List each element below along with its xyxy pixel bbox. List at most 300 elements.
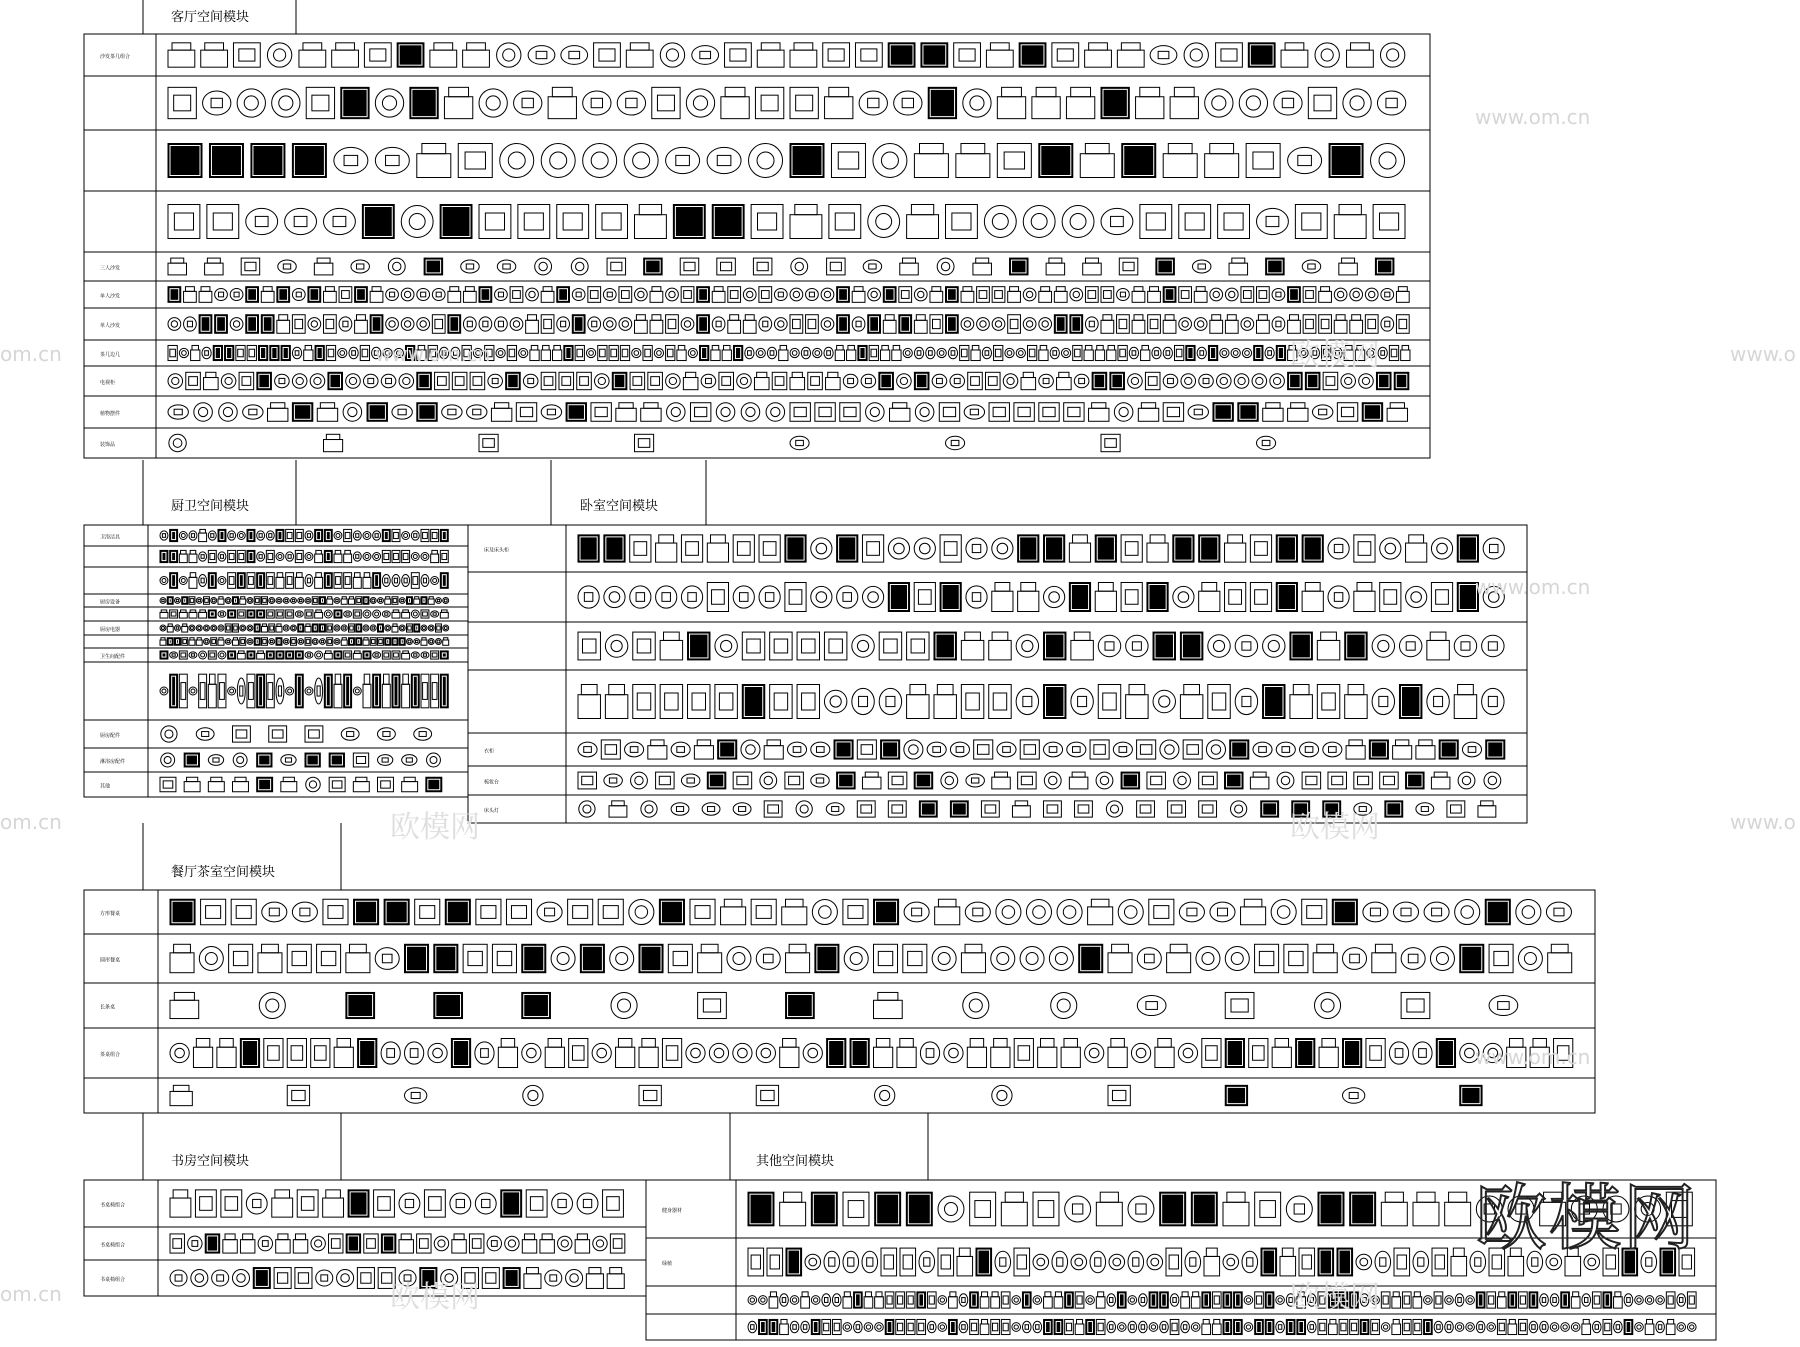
block-symbol	[996, 899, 1021, 924]
block-symbol	[1582, 1294, 1591, 1306]
block-symbol	[160, 610, 168, 618]
block-symbol	[728, 315, 741, 334]
block-symbol	[850, 1039, 869, 1068]
row-label: 健身器材	[662, 1208, 683, 1214]
block-symbol	[332, 43, 359, 67]
section-title-study: 书房空间模块	[171, 1154, 250, 1169]
block-symbol	[1194, 287, 1207, 303]
block-symbol	[1101, 208, 1133, 234]
block-symbol	[1022, 1321, 1031, 1333]
block-symbol	[274, 1268, 291, 1289]
block-symbol	[989, 403, 1009, 422]
block-symbol	[1039, 403, 1059, 422]
block-symbol	[1202, 1292, 1211, 1308]
block-symbol	[373, 610, 381, 618]
block-symbol	[660, 632, 682, 660]
block-symbol	[1225, 535, 1246, 562]
block-symbol	[914, 372, 929, 389]
block-symbol	[939, 403, 959, 422]
row-label: 书桌椅组合	[100, 1242, 126, 1249]
block-symbol	[1356, 1254, 1372, 1270]
block-symbol	[843, 1251, 859, 1272]
block-symbol	[215, 288, 228, 300]
block-symbol	[247, 550, 255, 562]
block-symbol	[701, 374, 716, 387]
block-symbol	[170, 992, 199, 1018]
block-symbol	[262, 638, 268, 646]
block-symbol	[510, 287, 523, 303]
block-symbol	[1054, 315, 1067, 334]
block-symbol	[421, 529, 429, 541]
block-symbol	[938, 1248, 954, 1276]
block-symbol	[1129, 347, 1138, 359]
block-symbol	[189, 597, 195, 605]
block-symbol	[1173, 535, 1194, 562]
block-symbol	[881, 740, 900, 759]
block-symbol	[1071, 1254, 1087, 1270]
block-symbol	[667, 403, 686, 422]
block-symbol	[312, 597, 318, 605]
block-symbol	[593, 1236, 607, 1250]
block-symbol	[1101, 287, 1114, 303]
block-symbol	[981, 801, 999, 817]
block-symbol	[1139, 1321, 1148, 1333]
block-symbol	[1163, 315, 1176, 334]
block-symbol	[440, 205, 472, 239]
block-symbol	[759, 586, 780, 608]
block-symbol	[184, 777, 200, 792]
block-symbol	[717, 258, 736, 275]
block-symbol	[1288, 315, 1301, 334]
block-symbol	[963, 992, 989, 1018]
block-symbol	[491, 403, 511, 422]
block-symbol	[741, 403, 760, 422]
block-symbol	[428, 345, 437, 360]
block-symbol	[378, 777, 394, 792]
block-symbol	[1223, 1192, 1249, 1226]
block-symbol	[212, 1270, 229, 1286]
block-symbol	[1571, 1292, 1580, 1308]
block-symbol	[1191, 1323, 1200, 1332]
block-symbol	[1334, 315, 1347, 334]
row-label: 单人沙发	[100, 293, 121, 300]
block-symbol	[772, 372, 787, 389]
block-symbol	[879, 372, 894, 389]
block-symbol	[168, 87, 196, 118]
block-symbol	[1121, 535, 1142, 562]
block-symbol	[349, 597, 355, 605]
block-symbol	[298, 598, 304, 604]
block-symbol	[1179, 287, 1192, 303]
block-symbol	[375, 89, 403, 117]
watermark-partial: www.o	[1730, 810, 1796, 834]
row-label: 卫生间配件	[100, 654, 126, 660]
block-symbol	[239, 372, 254, 389]
block-symbol	[405, 1042, 424, 1064]
block-symbol	[722, 345, 731, 360]
block-symbol	[862, 535, 883, 562]
block-symbol	[168, 258, 187, 275]
block-symbol	[1424, 1296, 1433, 1305]
block-symbol	[743, 288, 756, 301]
block-symbol	[961, 685, 983, 719]
block-symbol	[411, 553, 419, 561]
block-symbol	[208, 550, 216, 562]
block-symbol	[1614, 1292, 1623, 1308]
block-symbol	[1447, 801, 1465, 817]
block-symbol	[1380, 772, 1399, 789]
block-symbol	[1121, 583, 1142, 612]
block-symbol	[1149, 1323, 1158, 1332]
block-symbol	[1241, 899, 1266, 925]
block-symbol	[439, 347, 448, 359]
block-symbol	[1380, 43, 1404, 67]
block-symbol	[1225, 946, 1249, 970]
block-symbol	[1145, 372, 1160, 389]
block-symbol	[619, 287, 632, 303]
block-symbol	[630, 535, 651, 562]
block-symbol	[863, 260, 882, 273]
block-symbol	[690, 899, 715, 925]
block-symbol	[1061, 348, 1070, 357]
block-symbol	[510, 318, 523, 331]
block-symbol	[1546, 902, 1571, 922]
block-symbol	[386, 288, 399, 300]
block-symbol	[496, 348, 505, 357]
block-symbol	[476, 899, 501, 925]
block-symbol	[385, 597, 391, 605]
block-symbol	[381, 374, 396, 387]
block-symbol	[650, 287, 663, 303]
block-symbol	[1128, 1251, 1144, 1272]
block-symbol	[1119, 258, 1138, 275]
block-symbol	[1085, 43, 1112, 67]
block-symbol	[1454, 635, 1476, 656]
block-symbol	[276, 529, 284, 541]
block-symbol	[843, 374, 858, 387]
block-symbol	[382, 674, 390, 708]
block-symbol	[1561, 1323, 1570, 1332]
block-symbol	[541, 345, 550, 360]
block-symbol	[904, 902, 929, 922]
block-symbol	[1310, 347, 1319, 359]
block-symbol	[811, 1319, 820, 1334]
block-symbol	[399, 1270, 416, 1286]
block-symbol	[635, 288, 648, 301]
block-symbol	[577, 1193, 598, 1214]
block-symbol	[930, 287, 943, 303]
block-symbol	[339, 317, 352, 331]
watermark-site: www.om.cn	[1475, 575, 1591, 599]
block-symbol	[1239, 89, 1267, 117]
block-symbol	[1090, 740, 1109, 759]
block-symbol	[461, 260, 480, 273]
block-symbol	[399, 638, 405, 646]
block-symbol	[1184, 43, 1208, 67]
section-frame-living	[84, 34, 1430, 458]
block-symbol	[305, 531, 313, 540]
row-label: 单人沙发	[100, 323, 121, 329]
block-symbol	[1360, 1319, 1369, 1334]
block-symbol	[247, 573, 255, 589]
block-symbol	[1039, 318, 1052, 331]
block-symbol	[745, 347, 754, 359]
block-symbol	[688, 632, 710, 660]
block-symbol	[186, 372, 201, 389]
block-symbol	[756, 1085, 778, 1105]
row-label: 书桌椅组合	[100, 1202, 126, 1209]
block-symbol	[1066, 87, 1094, 118]
block-symbol	[1554, 1039, 1573, 1068]
block-symbol	[888, 583, 909, 612]
block-symbol	[1020, 946, 1044, 970]
block-symbol	[1476, 1292, 1485, 1308]
block-symbol	[980, 1292, 989, 1308]
block-symbol	[386, 318, 399, 331]
block-symbol	[639, 944, 663, 972]
block-symbol	[495, 317, 508, 331]
block-symbol	[1365, 315, 1378, 334]
block-symbol	[1140, 205, 1172, 239]
block-symbol	[211, 625, 217, 631]
block-symbol	[168, 287, 181, 303]
block-symbol	[240, 625, 246, 631]
block-symbol	[868, 206, 900, 238]
block-symbol	[1255, 1319, 1264, 1334]
block-symbol	[170, 899, 195, 925]
block-symbol	[1012, 1323, 1021, 1332]
block-symbol	[633, 632, 655, 660]
block-symbol	[1113, 742, 1132, 757]
block-symbol	[805, 1254, 821, 1270]
block-symbol	[1153, 632, 1175, 660]
block-symbol	[753, 258, 772, 275]
block-symbol	[858, 345, 867, 360]
block-symbol	[666, 345, 675, 360]
block-symbol	[320, 597, 326, 605]
block-symbol	[514, 91, 542, 115]
block-symbol	[343, 403, 362, 422]
block-symbol	[1265, 1292, 1274, 1308]
block-symbol	[725, 43, 752, 67]
block-symbol	[927, 1321, 936, 1333]
block-symbol	[970, 1319, 979, 1334]
block-symbol	[1334, 205, 1366, 239]
block-symbol	[1001, 1192, 1027, 1226]
block-symbol	[681, 535, 702, 562]
block-symbol	[1387, 403, 1407, 422]
block-symbol	[1302, 535, 1323, 562]
block-symbol	[196, 625, 202, 631]
block-symbol	[1220, 348, 1229, 357]
block-symbol	[417, 318, 430, 331]
block-symbol	[1431, 583, 1452, 612]
block-symbol	[787, 742, 806, 757]
block-symbol	[803, 1043, 822, 1062]
block-symbol	[1413, 1292, 1422, 1308]
block-symbol	[966, 538, 987, 559]
block-symbol	[179, 651, 187, 659]
block-symbol	[266, 573, 274, 589]
block-symbol	[759, 1296, 768, 1305]
block-symbol	[950, 374, 965, 387]
block-symbol	[937, 258, 954, 275]
block-symbol	[1170, 1294, 1179, 1306]
block-symbol	[1229, 258, 1248, 275]
block-symbol	[1249, 1039, 1268, 1068]
block-symbol	[355, 287, 368, 303]
block-symbol	[557, 317, 570, 331]
block-symbol	[959, 1294, 968, 1306]
block-symbol	[353, 777, 369, 792]
block-symbol	[401, 318, 414, 331]
block-symbol	[1069, 772, 1088, 789]
block-symbol	[662, 1039, 681, 1068]
block-symbol	[233, 753, 247, 767]
block-symbol	[932, 374, 947, 387]
block-symbol	[1362, 403, 1382, 422]
block-symbol	[875, 1085, 895, 1105]
block-symbol	[1014, 1039, 1033, 1068]
block-symbol	[837, 315, 850, 334]
block-symbol	[949, 1319, 958, 1334]
block-symbol	[749, 144, 783, 178]
block-symbol	[1261, 1248, 1277, 1276]
block-symbol	[1254, 345, 1263, 360]
block-symbol	[204, 597, 210, 605]
block-symbol	[351, 260, 370, 273]
block-symbol	[254, 597, 260, 605]
block-symbol	[1290, 685, 1312, 719]
block-symbol	[630, 586, 651, 608]
block-symbol	[759, 287, 772, 303]
block-symbol	[1371, 1319, 1380, 1334]
block-symbol	[790, 87, 818, 118]
block-symbol	[656, 772, 675, 789]
block-symbol	[1250, 535, 1271, 562]
section-title-dining: 餐厅茶室空间模块	[171, 865, 276, 880]
block-symbol	[680, 258, 699, 275]
block-symbol	[1436, 1039, 1455, 1068]
block-symbol	[241, 258, 260, 275]
block-symbol	[378, 728, 396, 740]
block-symbol	[1381, 288, 1394, 300]
block-symbol	[733, 586, 754, 608]
block-symbol	[463, 944, 487, 972]
block-symbol	[1008, 315, 1021, 334]
block-symbol	[167, 638, 173, 646]
block-symbol	[266, 674, 274, 708]
block-symbol	[201, 899, 226, 925]
block-symbol	[1012, 1296, 1021, 1305]
block-symbol	[272, 89, 300, 117]
block-symbol	[541, 372, 556, 389]
block-symbol	[630, 372, 645, 389]
block-symbol	[575, 1234, 589, 1253]
block-symbol	[506, 899, 531, 925]
block-symbol	[257, 777, 273, 792]
block-symbol	[1213, 403, 1233, 422]
watermark-cn: 欧模网	[390, 1280, 480, 1315]
block-symbol	[397, 43, 424, 67]
block-symbol	[914, 315, 927, 334]
block-symbol	[624, 144, 658, 178]
block-symbol	[452, 1234, 466, 1253]
block-symbol	[257, 372, 272, 389]
block-symbol	[769, 1319, 778, 1334]
block-symbol	[310, 374, 325, 389]
block-symbol	[1208, 635, 1230, 657]
block-symbol	[1272, 288, 1285, 300]
block-symbol	[611, 992, 637, 1018]
block-symbol	[1413, 1192, 1439, 1226]
block-symbol	[639, 1085, 661, 1105]
block-symbol	[1401, 345, 1410, 360]
block-symbol	[569, 1039, 588, 1068]
block-symbol	[1231, 801, 1247, 817]
block-symbol	[681, 586, 702, 608]
block-symbol	[218, 625, 224, 631]
block-symbol	[790, 144, 824, 178]
block-symbol	[175, 625, 181, 631]
block-symbol	[966, 774, 985, 787]
block-symbol	[399, 374, 414, 389]
block-symbol	[1044, 586, 1065, 607]
block-symbol	[337, 1269, 354, 1286]
block-symbol	[934, 685, 956, 719]
block-symbol	[1199, 374, 1214, 387]
block-symbol	[405, 345, 414, 360]
block-symbol	[399, 625, 405, 631]
block-symbol	[971, 345, 980, 360]
block-symbol	[182, 624, 188, 632]
block-symbol	[188, 1236, 202, 1251]
block-symbol	[1163, 287, 1176, 303]
row-label: 厨房设备	[100, 599, 121, 606]
block-symbol	[363, 553, 371, 561]
block-symbol	[1136, 87, 1164, 118]
block-symbol	[764, 801, 782, 817]
block-symbol	[286, 687, 294, 695]
block-symbol	[262, 624, 268, 632]
block-symbol	[874, 1039, 893, 1068]
block-symbol	[167, 624, 173, 632]
block-symbol	[862, 772, 881, 789]
block-symbol	[1137, 995, 1166, 1015]
block-symbol	[324, 651, 332, 659]
block-symbol	[1427, 688, 1449, 714]
block-symbol	[559, 372, 574, 389]
block-symbol	[1128, 1196, 1154, 1222]
block-symbol	[1054, 287, 1067, 303]
block-symbol	[291, 625, 297, 631]
block-symbol	[495, 288, 508, 300]
block-symbol	[831, 144, 865, 178]
block-symbol	[927, 1292, 936, 1308]
block-symbol	[1257, 208, 1289, 234]
block-symbol	[914, 583, 935, 612]
block-symbol	[1457, 535, 1478, 562]
block-symbol	[353, 552, 361, 561]
block-symbol	[503, 1268, 520, 1289]
block-symbol	[1238, 403, 1258, 422]
block-symbol	[353, 573, 361, 589]
block-symbol	[1337, 1248, 1353, 1276]
block-symbol	[825, 87, 853, 118]
block-symbol	[388, 258, 405, 275]
block-symbol	[578, 586, 599, 608]
block-symbol	[1225, 772, 1244, 789]
